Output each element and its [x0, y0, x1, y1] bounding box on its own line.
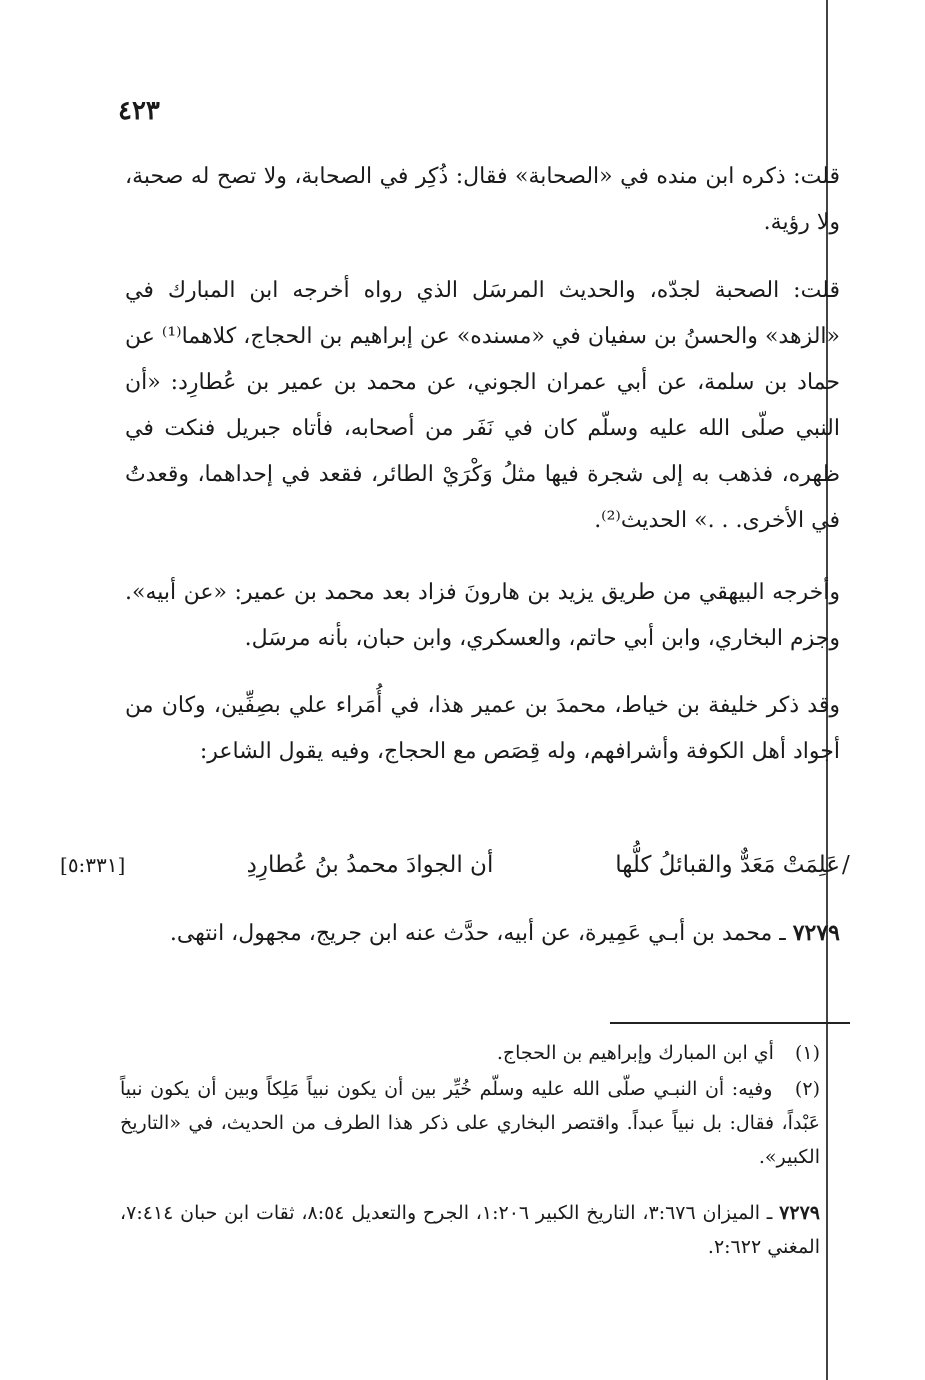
verse-first-hemistich: عَلِمَتْ مَعَدٌّ والقبائلُ كلُّها [615, 852, 840, 878]
poetry-verse [60, 842, 850, 888]
footnote-2 [120, 1072, 820, 1174]
footnote-separator [610, 1022, 850, 1024]
page-break-marker: / [842, 852, 850, 878]
footnote-text: وفيه: أن النبـي صلّى الله عليه وسلّم خُيِّر بين أن يكون نبياً مَلِكاً وبين أن يكون نبياً عَبْداً، فقال: بل نبياً عبداً. واقتصر البخاري على ذكر هذا الطرف من الحديث، في «التاريخ الكبير». [120, 1078, 820, 1168]
paragraph-2: قلت: الصحبة لجدّه، والحديث المرسَل الذي رواه أخرجه ابن المبارك في «الزهد» والحسنُ بن سفيان في «مسنده» عن إبراهيم بن الحجاج، كلاهما⁽¹⁾ عن حماد بن سلمة، عن أبي عمران الجوني، عن محمد بن عمير بن عُطارِد: «أن النبي صلّى الله عليه وسلّم كان في نَفَر من أصحابه، فأتاه جبريل فنكت في ظهره، فذهب به إلى شجرة فيها مثلُ وَكْرَيْ الطائر، فقعد في إحداهما، وقعدتُ في الأخرى. . .» الحديث⁽²⁾. [125, 278, 841, 533]
paragraph-3: وأخرجه البيهقي من طريق يزيد بن هارونَ فزاد بعد محمد بن عمير: «عن أبيه». وجزم البخاري، وابن أبي حاتم، والعسكري، وابن حبان، بأنه مرسَل. [125, 580, 840, 651]
volume-page-reference: [٥:٣٣١] [60, 853, 126, 877]
entry-text: ـ محمد بن أبـي عَمِيرة، عن أبيه، حدَّث عنه ابن جريج، مجهول، انتهى. [169, 921, 786, 946]
footnote-mark: (٢) [794, 1078, 820, 1100]
footnote-text: ـ الميزان ٣:٦٧٦، التاريخ الكبير ١:٢٠٦، الجرح والتعديل ٨:٥٤، ثقات ابن حبان ٧:٤١٤، المغني ٢:٦٢٢. [120, 1202, 820, 1258]
page-number: ٤٢٣ [118, 96, 160, 126]
entry-number: ٧٢٧٩ [792, 920, 840, 946]
footnote-entry-number: ٧٢٧٩ [779, 1202, 820, 1224]
verse-second-hemistich: أن الجوادَ محمدُ بنُ عُطارِدِ [246, 852, 494, 878]
footnote-sources [120, 1196, 820, 1264]
paragraph-1: قلت: ذكره ابن منده في «الصحابة» فقال: ذُكِر في الصحابة، ولا تصح له صحبة، ولا رؤية. [125, 164, 840, 235]
footnote-text: أي ابن المبارك وإبراهيم بن الحجاج. [496, 1042, 774, 1064]
paragraph-4: وقد ذكر خليفة بن خياط، محمدَ بن عمير هذا، في أُمَراء علي بصِفِّين، وكان من أجواد أهل الكوفة وأشرافهم، وله قِصَص مع الحجاج، وفيه يقول الشاعر: [125, 693, 840, 764]
footnote-mark: (١) [794, 1042, 820, 1064]
footnote-1 [120, 1036, 820, 1070]
biography-entry [125, 910, 840, 957]
